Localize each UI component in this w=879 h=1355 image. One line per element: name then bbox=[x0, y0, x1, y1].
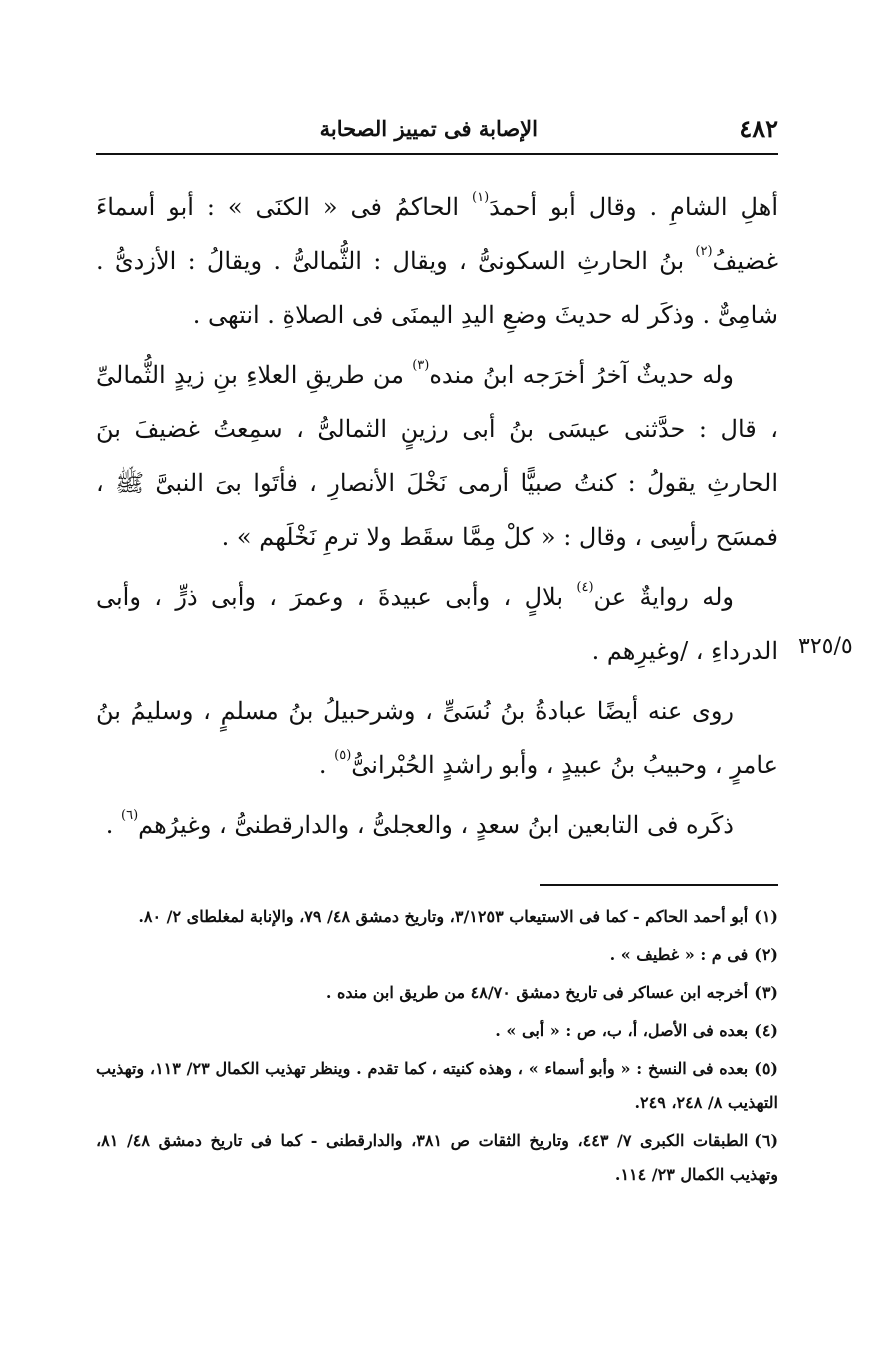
paragraph-2 bbox=[96, 348, 778, 564]
footnote-4 bbox=[96, 1014, 778, 1048]
footnote-number: (٥) bbox=[754, 1059, 778, 1078]
footnote-number: (٢) bbox=[754, 945, 778, 964]
footnote-1 bbox=[96, 900, 778, 934]
paragraph-text: أهلِ الشامِ . وقال أبو أحمدَ bbox=[489, 193, 778, 221]
footnote-number: (٣) bbox=[754, 983, 778, 1002]
footnote-marker: (٥) bbox=[334, 748, 352, 763]
footnote-number: (٤) bbox=[754, 1021, 778, 1040]
footnote-text: الطبقات الكبرى ٧/ ٤٤٣، وتاريخ الثقات ص ٣٨١، والدارقطنى - كما فى تاريخ دمشق ٤٨/ ٨١، وتهذيب الكمال ٢٣/ ١١٤. bbox=[96, 1131, 778, 1184]
footnote-marker: (٦) bbox=[121, 808, 139, 823]
paragraph-text: من طريقِ العلاءِ بنِ زيدٍ الثُّمالىِّ ، قال : حدَّثنى عيسَى بنُ أبى رزينٍ الثمالىُّ ، سمِعتُ غضيفَ بنَ الحارثِ يقولُ : كنتُ صبيًّا أرمى نَخْلَ الأنصارِ ، فأتَوا بىَ النبىَّ ﷺ ، فمسَح رأسِى ، وقال : « كلْ مِمَّا سقَط ولا ترمِ نَخْلَهم » . bbox=[96, 361, 778, 551]
footnotes bbox=[96, 900, 778, 1196]
footnote-marker: (١) bbox=[472, 190, 490, 205]
footnote-text: فى م : « غطيف » . bbox=[609, 945, 749, 964]
paragraph-text: ذكَره فى التابعين ابنُ سعدٍ ، والعجلىُّ ، والدارقطنىُّ ، وغيرُهم bbox=[138, 811, 734, 839]
paragraph-text: . bbox=[105, 811, 122, 839]
footnote-marker: (٣) bbox=[412, 358, 430, 373]
footnote-number: (١) bbox=[754, 907, 778, 926]
footnote-text: أخرجه ابن عساكر فى تاريخ دمشق ٤٨/٧٠ من طريق ابن منده . bbox=[325, 983, 749, 1002]
footnote-marker: (٤) bbox=[576, 580, 594, 595]
footnote-2 bbox=[96, 938, 778, 972]
footnote-rule bbox=[540, 884, 778, 886]
paragraph-text: وله روايةٌ عن bbox=[593, 583, 735, 611]
footnote-6 bbox=[96, 1124, 778, 1192]
paragraph-1 bbox=[96, 180, 778, 342]
footnote-text: بعده فى الأصل، أ، ب، ص : « أبى » . bbox=[495, 1021, 749, 1040]
paragraph-text: . bbox=[318, 751, 335, 779]
paragraph-text: الحاكمُ فى « الكنَى » : أبو أسماءَ غضيفُ bbox=[96, 193, 778, 275]
page-header bbox=[96, 112, 778, 148]
footnote-marker: (٢) bbox=[695, 244, 713, 259]
margin-reference: ٣٢٥/٥ bbox=[798, 634, 853, 659]
running-title: الإصابة فى تمييز الصحابة bbox=[319, 116, 538, 141]
footnote-number: (٦) bbox=[754, 1131, 779, 1150]
paragraph-text: روى عنه أيضًا عبادةُ بنُ نُسَىٍّ ، وشرحبيلُ بنُ مسلمٍ ، وسليمُ بنُ عامرٍ ، وحبيبُ بنُ عبيدٍ ، وأبو راشدٍ الحُبْرانىُّ bbox=[96, 697, 778, 779]
footnote-text: بعده فى النسخ : « وأبو أسماء » ، وهذه كنيته ، كما تقدم . وينظر تهذيب الكمال ٢٣/ ١١٣، وتهذيب التهذيب ٨/ ٢٤٨، ٢٤٩. bbox=[96, 1059, 778, 1112]
footnote-text: أبو أحمد الحاكم - كما فى الاستيعاب ٣/١٢٥٣، وتاريخ دمشق ٤٨/ ٧٩، والإنابة لمغلطاى ٢/ ٨٠. bbox=[138, 907, 749, 926]
paragraph-text: وله حديثٌ آخرُ أخرَجه ابنُ منده bbox=[429, 361, 734, 389]
paragraph-4 bbox=[96, 684, 778, 792]
main-text bbox=[96, 180, 778, 858]
paragraph-text: بنُ الحارثِ السكونىُّ ، ويقال : الثُّمالىُّ . ويقالُ : الأزدىُّ . شامِىٌّ . وذكَر له حديثَ وضعِ اليدِ اليمنَى فى الصلاةِ . انتهى . bbox=[96, 247, 778, 329]
paragraph-3 bbox=[96, 570, 778, 678]
page-number: ٤٨٢ bbox=[739, 114, 778, 143]
footnote-3 bbox=[96, 976, 778, 1010]
paragraph-5 bbox=[96, 798, 778, 852]
paragraph-text: بلالٍ ، وأبى عبيدةَ ، وعمرَ ، وأبى ذرٍّ ، وأبى الدرداءِ ، /وغيرِهم . bbox=[96, 583, 778, 665]
header-rule bbox=[96, 153, 778, 155]
footnote-5 bbox=[96, 1052, 778, 1120]
